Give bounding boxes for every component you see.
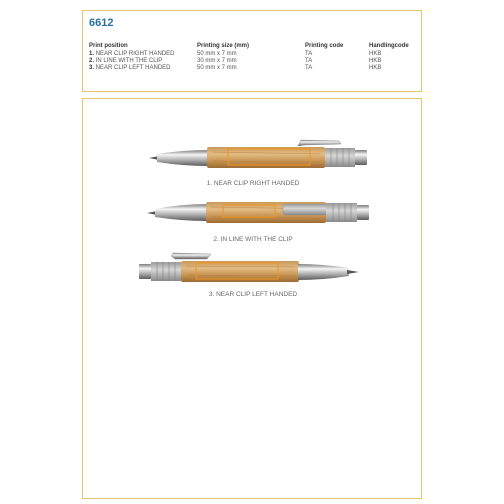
table-row bbox=[89, 65, 409, 72]
product-code: 6612 bbox=[89, 17, 114, 29]
pen-image-2 bbox=[83, 191, 423, 236]
row-number: 3. bbox=[89, 65, 95, 71]
pen-caption-1: 1. NEAR CLIP RIGHT HANDED bbox=[206, 180, 300, 187]
row-code: TA bbox=[305, 51, 313, 57]
row-code: TA bbox=[305, 58, 313, 64]
pen-image-1 bbox=[83, 134, 423, 179]
row-number: 1. bbox=[89, 51, 95, 57]
pen-caption-2: 2. IN LINE WITH THE CLIP bbox=[213, 236, 293, 243]
col-print-position: Print position bbox=[89, 43, 128, 49]
pen-caption-3: 3. NEAR CLIP LEFT HANDED bbox=[208, 291, 298, 298]
table-header-row bbox=[89, 43, 409, 51]
col-handling-code: Handlingcode bbox=[369, 43, 409, 49]
pen-view-2 bbox=[83, 191, 423, 251]
row-size: 50 mm x 7 mm bbox=[197, 65, 237, 71]
row-position: NEAR CLIP LEFT HANDED bbox=[95, 65, 171, 71]
pen-view-1 bbox=[83, 134, 423, 194]
row-position: IN LINE WITH THE CLIP bbox=[95, 58, 163, 64]
pen-view-3 bbox=[83, 246, 423, 306]
col-printing-size: Printing size (mm) bbox=[197, 43, 250, 49]
spec-header-box bbox=[82, 10, 422, 92]
table-row bbox=[89, 51, 409, 58]
col-printing-code: Printing code bbox=[305, 43, 344, 49]
print-spec-table bbox=[89, 43, 409, 72]
row-handling: HKB bbox=[369, 51, 382, 57]
row-code: TA bbox=[305, 65, 313, 71]
row-handling: HKB bbox=[369, 65, 382, 71]
row-number: 2. bbox=[89, 58, 95, 64]
row-size: 50 mm x 7 mm bbox=[197, 51, 237, 57]
row-handling: HKB bbox=[369, 58, 382, 64]
pen-image-3 bbox=[83, 246, 423, 291]
pen-illustration-box bbox=[82, 98, 422, 499]
row-size: 30 mm x 7 mm bbox=[197, 58, 237, 64]
table-row bbox=[89, 58, 409, 65]
row-position: NEAR CLIP RIGHT HANDED bbox=[95, 51, 175, 57]
